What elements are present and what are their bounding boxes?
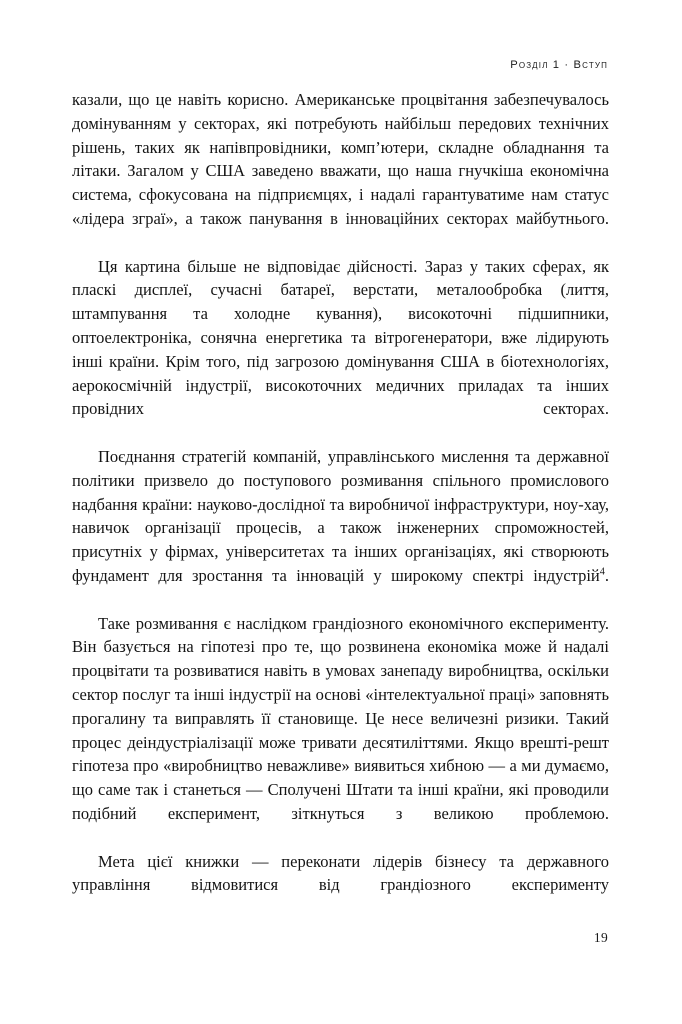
running-head: Розділ 1 · Вступ bbox=[510, 59, 608, 71]
page-number: 19 bbox=[593, 930, 608, 945]
paragraph-3-tail: . bbox=[604, 565, 609, 585]
paragraph-2: Ця картина більше не відповідає дійсності. Зараз у таких сферах, як пласкі дисплеї, сучасні батареї, верстати, металообробка (лиття, штампування та холодне кування), високоточні підшипники, оптоелектроніка, сонячна енергетика та вітрогенератори, вже лідирують інші країни. Крім того, під загрозою домінування США в біотехнологіях, аерокосмічній індустрії, високоточних медичних приладах та інших провідних секторах. bbox=[72, 256, 609, 419]
paragraph-3-text: Поєднання стратегій компаній, управлінського мислення та державної політики призвело до поступового розмивання спільного промислового надбання країни: науково-дослідної та виробничої інфраструктури, ноу-хау, навичок організації процесів, а також інженерних спроможностей, присутніх у фірмах, університетах та інших організаціях, які створюють фундамент для зростання та інновацій у широкому спектрі індустрій bbox=[72, 446, 609, 585]
paragraph-4: Таке розмивання є наслідком грандіозного економічного експерименту. Він базується на гіпотезі про те, що розвинена економіка може й надалі процвітати та розвиватися навіть в умовах занепаду виробництва, оскільки сектор послуг та інші індустрії на основі «інтелектуальної праці» заповнять прогалину та виправлять її становище. Це несе величезні ризики. Такий процес деіндустріалізації може тривати десятиліттями. Якщо врешті-решт гіпотеза про «виробництво неважливе» виявиться хибною — а ми думаємо, що саме так і станеться — Сполучені Штати та інші країни, які проводили подібний експеримент, зіткнуться з великою проблемою. bbox=[72, 613, 609, 823]
paragraph-3 bbox=[72, 445, 609, 612]
body-text-block bbox=[72, 88, 609, 921]
paragraph-5: Мета цієї книжки — переконати лідерів бізнесу та державного управління відмовитися від грандіозного експерименту bbox=[72, 851, 609, 895]
footnote-marker[interactable]: 4 bbox=[599, 566, 605, 578]
paragraph-1: казали, що це навіть корисно. Американське процвітання забезпечувалось домінуванням у секторах, які потребують найбільш передових технічних рішень, таких як напівпровідники, комп’ютери, складне обладнання та літаки. Загалом у США заведено вважати, що наша гнучкіша економічна система, сфокусована на підприємцях, і надалі гарантуватиме нам статус «лідера зграї», а також панування в інноваційних секторах майбутнього. bbox=[72, 90, 609, 228]
